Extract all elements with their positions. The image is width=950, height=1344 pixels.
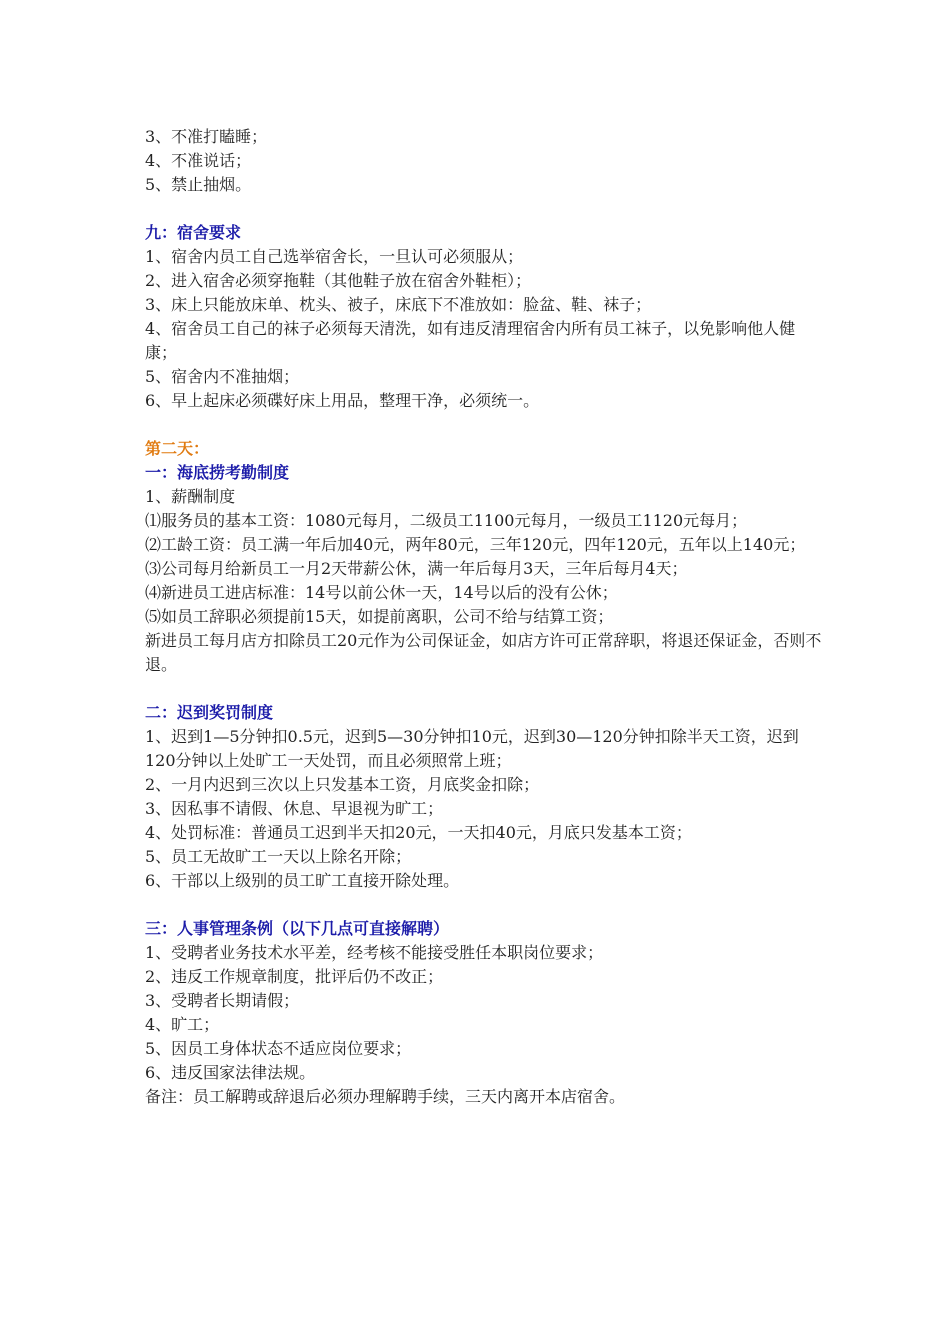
list-item: 5、员工无故旷工一天以上除名开除；	[145, 847, 412, 866]
note-text: 备注：员工解聘或辞退后必须办理解聘手续，三天内离开本店宿舍。	[145, 1087, 626, 1106]
section-dormitory	[145, 221, 825, 413]
list-item: 3、不准打瞌睡；	[145, 127, 268, 146]
list-item: 5、因员工身体状态不适应岗位要求；	[145, 1039, 412, 1058]
list-item: ⑵工龄工资：员工满一年后加40元，两年80元，三年120元，四年120元，五年以上140元；	[145, 535, 806, 554]
list-item: 1、宿舍内员工自己选举宿舍长，一旦认可必须服从；	[145, 247, 524, 266]
list-item: 4、处罚标准：普通员工迟到半天扣20元，一天扣40元，月底只发基本工资；	[145, 823, 692, 842]
list-item: 3、床上只能放床单、枕头、被子，床底下不准放如：脸盆、鞋、袜子；	[145, 295, 652, 314]
top-list	[145, 125, 825, 197]
section-lateness	[145, 701, 825, 893]
section-heading: 一：海底捞考勤制度	[145, 463, 290, 482]
section-personnel	[145, 917, 825, 1109]
list-item: 5、禁止抽烟。	[145, 175, 252, 194]
list-item: ⑷新进员工进店标准：14号以前公休一天，14号以后的没有公休；	[145, 583, 618, 602]
list-item: 2、一月内迟到三次以上只发基本工资，月底奖金扣除；	[145, 775, 540, 794]
section-heading: 二：迟到奖罚制度	[145, 703, 274, 722]
list-item: 4、旷工；	[145, 1015, 220, 1034]
section-heading: 三：人事管理条例（以下几点可直接解聘）	[145, 919, 450, 938]
list-item: 1、迟到1—5分钟扣0.5元，迟到5—30分钟扣10元，迟到30—120分钟扣除半天工资，迟到120分钟以上处旷工一天处罚，而且必须照常上班；	[145, 727, 799, 770]
section-attendance	[145, 461, 825, 677]
list-item: 2、违反工作规章制度，批评后仍不改正；	[145, 967, 444, 986]
list-item: 6、早上起床必须碟好床上用品，整理干净，必须统一。	[145, 391, 540, 410]
list-item: 新进员工每月店方扣除员工20元作为公司保证金，如店方许可正常辞职，将退还保证金，否则不退。	[145, 631, 822, 674]
list-item: 5、宿舍内不准抽烟；	[145, 367, 300, 386]
section-heading: 九：宿舍要求	[145, 223, 242, 242]
day-heading: 第二天：	[145, 439, 210, 458]
document-page	[145, 125, 825, 1109]
list-item: 3、因私事不请假、休息、早退视为旷工；	[145, 799, 444, 818]
list-item: 6、违反国家法律法规。	[145, 1063, 316, 1082]
list-item: 1、薪酬制度	[145, 487, 236, 506]
list-item: 4、宿舍员工自己的袜子必须每天清洗，如有违反清理宿舍内所有员工袜子，以免影响他人健康；	[145, 319, 796, 362]
list-item: 1、受聘者业务技术水平差，经考核不能接受胜任本职岗位要求；	[145, 943, 604, 962]
list-item: 6、干部以上级别的员工旷工直接开除处理。	[145, 871, 460, 890]
list-item: 3、受聘者长期请假；	[145, 991, 300, 1010]
list-item: ⑴服务员的基本工资：1080元每月，二级员工1100元每月，一级员工1120元每月；	[145, 511, 748, 530]
list-item: ⑶公司每月给新员工一月2天带薪公休，满一年后每月3天，三年后每月4天；	[145, 559, 688, 578]
list-item: ⑸如员工辞职必须提前15天，如提前离职，公司不给与结算工资；	[145, 607, 614, 626]
list-item: 4、不准说话；	[145, 151, 252, 170]
list-item: 2、进入宿舍必须穿拖鞋（其他鞋子放在宿舍外鞋柜）；	[145, 271, 532, 290]
